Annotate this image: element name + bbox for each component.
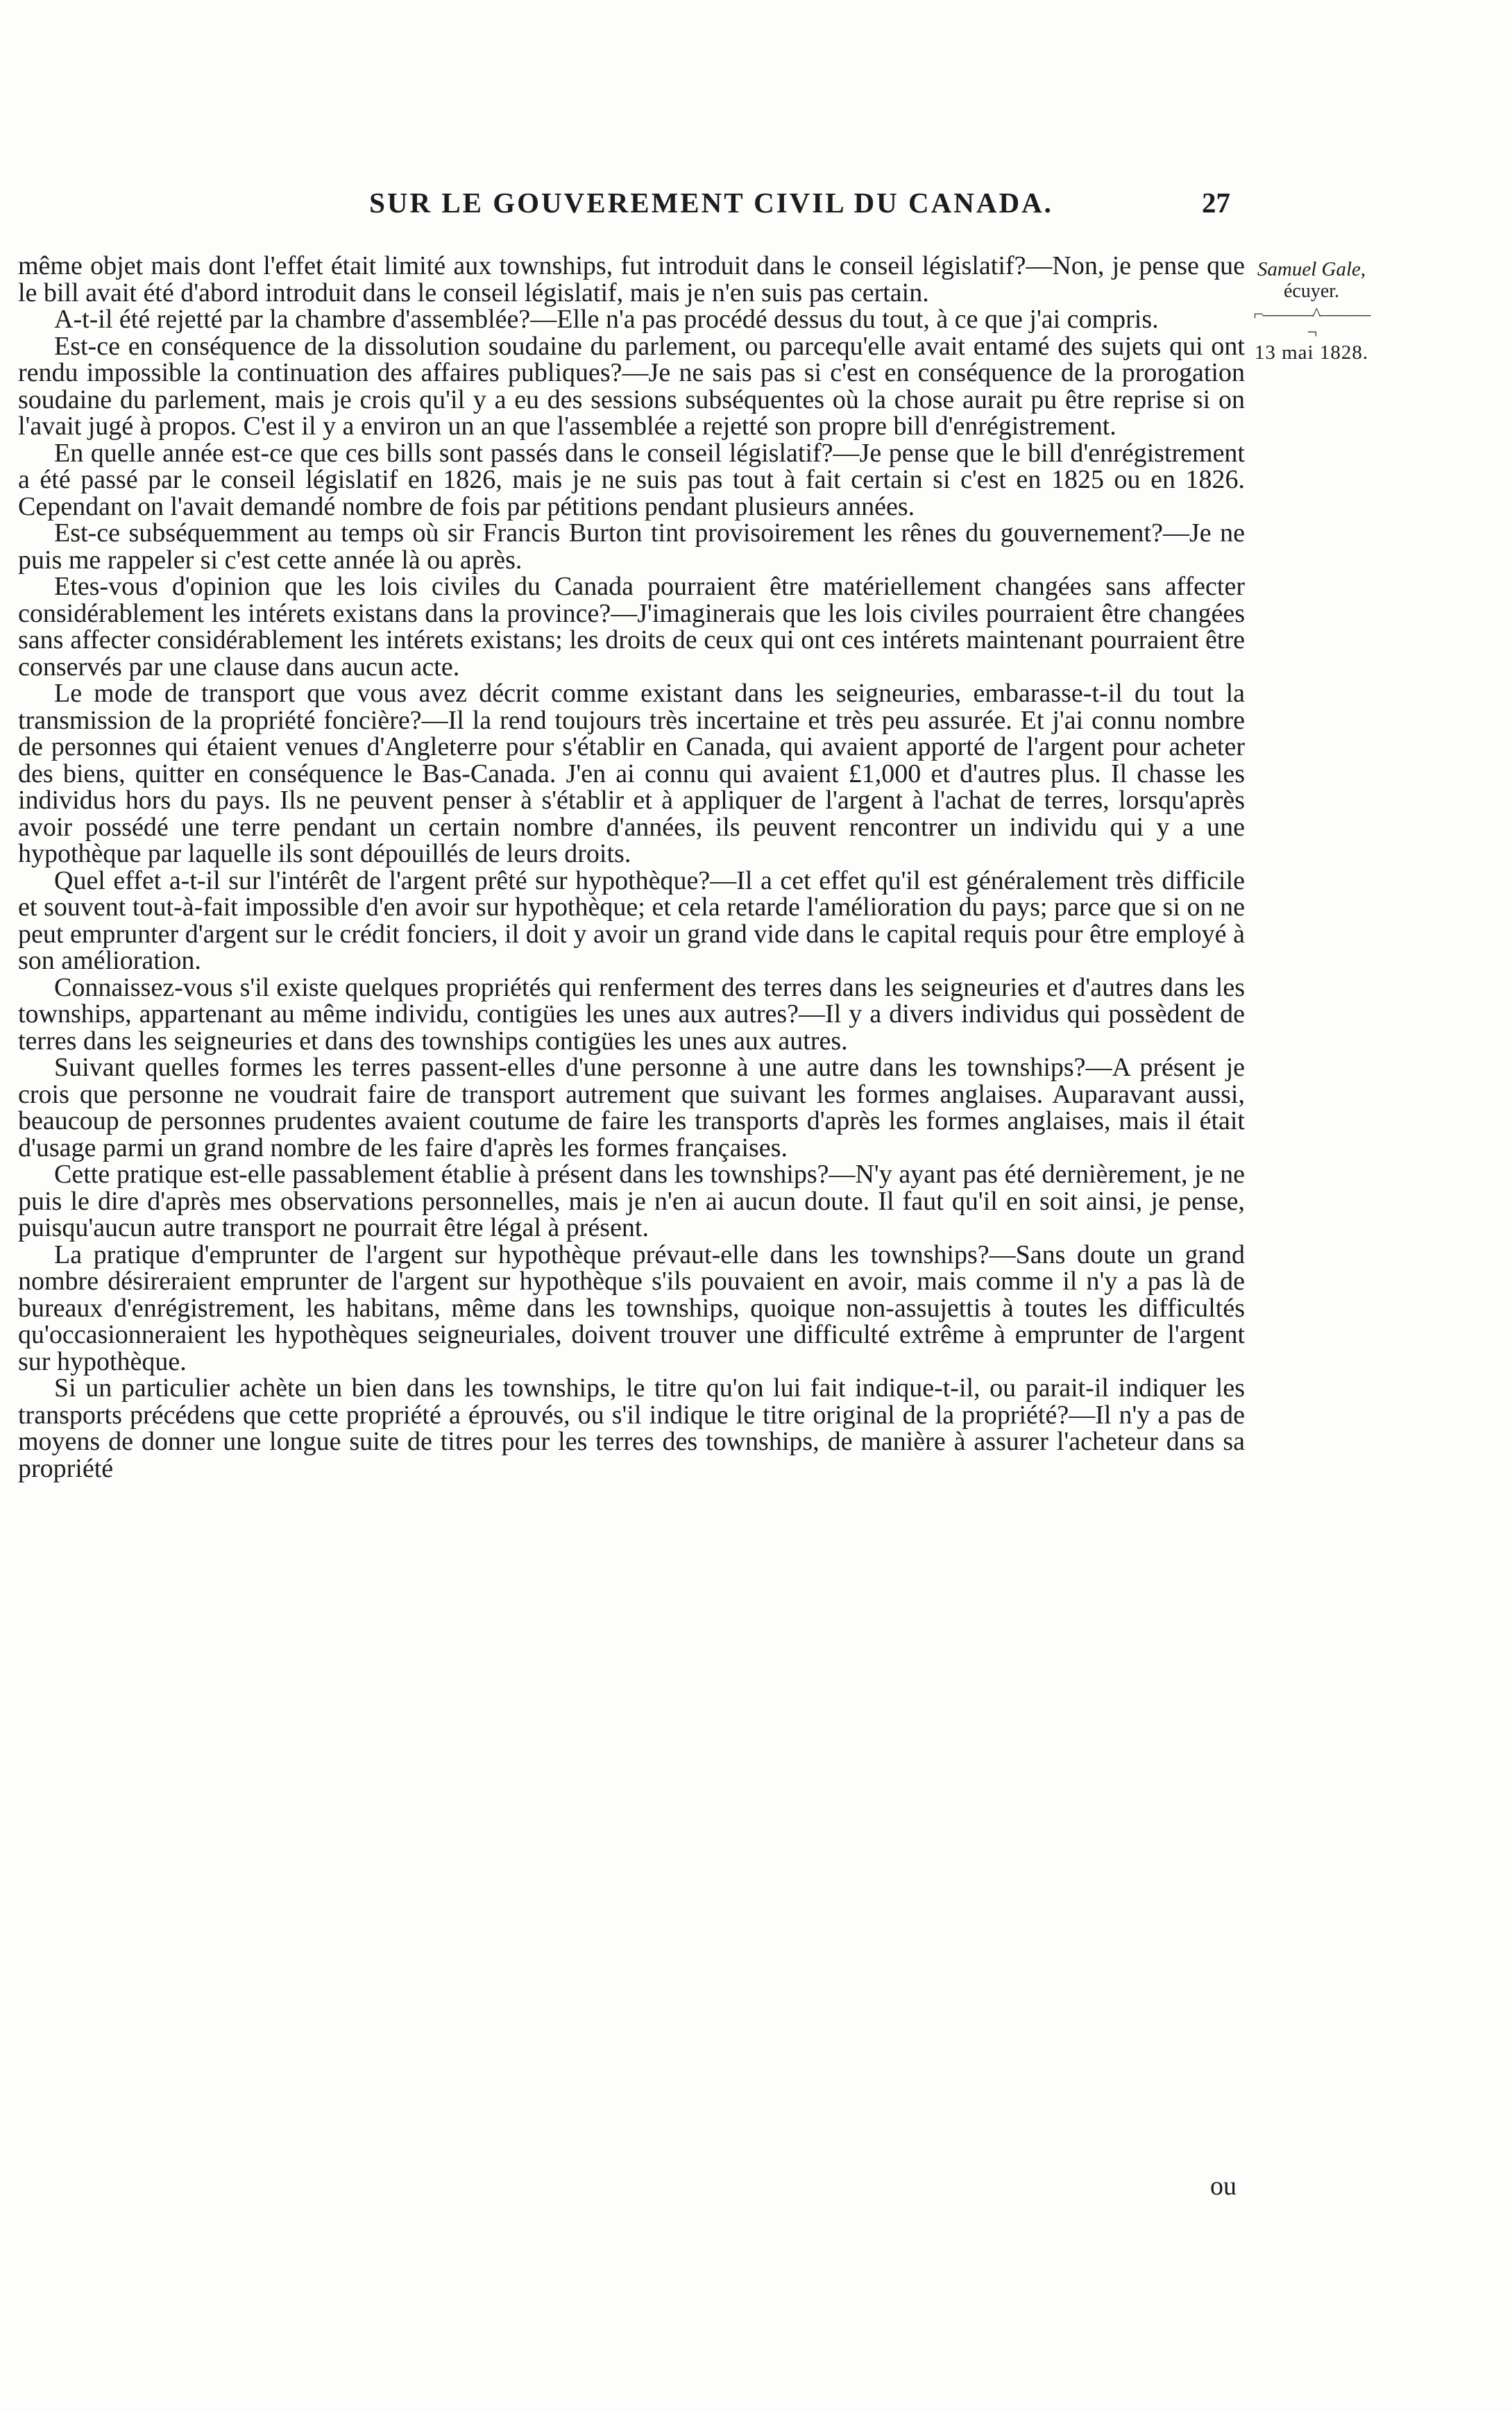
paragraph: Suivant quelles formes les terres passent-elles d'une personne à une autre dans les townships?—A présent je crois que personne ne voudrait faire de transport autrement que suivant les formes anglaises. Auparavant aussi, beaucoup de personnes prudentes avaient coutume de faire les transports d'après les formes anglaises, mais il était d'usage parmi un grand nombre de les faire d'après les formes françaises. — [18, 1053, 1245, 1162]
body-text — [18, 253, 1245, 1482]
paragraph: A-t-il été rejetté par la chambre d'assemblée?—Elle n'a pas procédé dessus du tout, à ce que j'ai compris. — [54, 305, 1159, 334]
paragraph: Cette pratique est-elle passablement établie à présent dans les townships?—N'y ayant pas été dernièrement, je ne puis le dire d'après mes observations personnelles, mais je n'en ai aucun doute. Il faut qu'il en soit ainsi, je pense, puisqu'aucun autre transport ne pourrait être légal à présent. — [18, 1160, 1245, 1242]
catchword: ou — [1210, 2172, 1237, 2201]
brace-ornament: ⌐———^———¬ — [1253, 304, 1370, 342]
paragraph: Etes-vous d'opinion que les lois civiles du Canada pourraient être matériellement changées sans affecter considérablement les intérets existans dans la province?—J'imaginerais que les lois civiles pourraient être changées sans affecter considérablement les intérets existans; les droits de ceux qui ont ces intérets maintenant pourraient être conservés par une clause dans aucun acte. — [18, 572, 1245, 682]
witness-name: Samuel Gale, — [1257, 258, 1366, 280]
paragraph: Est-ce subséquemment au temps où sir Francis Burton tint provisoirement les rênes du gouvernement?—Je ne puis me rappeler si c'est cette année là ou après. — [18, 518, 1245, 575]
paragraph: Le mode de transport que vous avez décrit comme existant dans les seigneuries, embarasse-t-il du tout la transmission de la propriété foncière?—Il la rend toujours très incertaine et très peu assurée. Et j'ai connu nombre de personnes qui étaient venues d'Angleterre pour s'établir en Canada, qui avaient apporté de l'argent pour acheter des biens, quitter en conséquence le Bas-Canada. J'en ai connu qui avaient £1,000 et d'autres plus. Il chasse les individus hors du pays. Ils ne peuvent penser à s'établir et à appliquer de l'argent à l'achat de terres, lorsqu'après avoir possédé une terre pendant un certain nombre d'années, ils peuvent rencontrer un individu qui y a une hypothèque par laquelle ils sont dépouillés de leurs droits. — [18, 679, 1245, 868]
witness-title: écuyer. — [1283, 280, 1340, 302]
paragraph: Quel effet a-t-il sur l'intérêt de l'argent prêté sur hypothèque?—Il a cet effet qu'il est généralement très difficile et souvent tout-à-fait impossible d'en avoir sur hypothèque; et cela retarde l'amélioration du pays; parce que si on ne peut emprunter d'argent sur le crédit fonciers, il doit y avoir un grand vide dans le capital requis pour être employé à son amélioration. — [18, 865, 1245, 975]
paragraph: Est-ce en conséquence de la dissolution soudaine du parlement, ou parcequ'elle avait entamé des sujets qui ont rendu impossible la continuation des affaires publiques?—Je ne sais pas si c'est en conséquence de la prorogation soudaine du parlement, mais je crois qu'il y a eu des sessions subséquentes où la chose aurait pu être reprise si on l'avait jugé à propos. C'est il y a environ un an que l'assemblée a rejetté son propre bill d'enrégistrement. — [18, 331, 1245, 441]
paragraph: même objet mais dont l'effet était limité aux townships, fut introduit dans le conseil législatif?—Non, je pense que le bill avait été d'abord introduit dans le conseil législatif, mais je n'en suis pas certain. — [18, 251, 1245, 307]
running-head: SUR LE GOUVEREMENT CIVIL DU CANADA. — [369, 187, 1053, 219]
paragraph: Si un particulier achète un bien dans les townships, le titre qu'on lui fait indique-t-il, ou parait-il indiquer les transports précédens que cette propriété a éprouvés, ou s'il indique le titre original de la propriété?—Il n'y a pas de moyens de donner une longue suite de titres pour les terres des townships, de manière à assurer l'acheteur dans sa propriété — [18, 1373, 1245, 1483]
paragraph: La pratique d'emprunter de l'argent sur hypothèque prévaut-elle dans les townships?—Sans doute un grand nombre désireraient emprunter de l'argent sur hypothèque s'ils pouvaient en avoir, mais comme il n'y a pas là de bureaux d'enrégistrement, les habitans, même dans les townships, quoique non-assujettis à toutes les difficultés qu'occasionneraient les hypothèques seigneuriales, doivent trouver une difficulté extrême à emprunter de l'argent sur hypothèque. — [18, 1240, 1245, 1376]
paragraph: Connaissez-vous s'il existe quelques propriétés qui renferment des terres dans les seigneuries et d'autres dans les townships, appartenant au même individu, contigües les unes aux autres?—Il y a divers individus qui possèdent de terres dans les seigneuries et dans des townships contigües les unes aux autres. — [18, 972, 1245, 1056]
page-number: 27 — [1202, 187, 1230, 219]
paragraph: En quelle année est-ce que ces bills sont passés dans le conseil législatif?—Je pense que le bill d'enrégistrement a été passé par le conseil législatif en 1826, mais je ne suis pas tout à fait certain si c'est en 1825 ou en 1826. Cependant on l'avait demandé nombre de fois par pétitions pendant plusieurs années. — [18, 438, 1245, 521]
margin-note — [1252, 258, 1370, 364]
testimony-date: 13 mai 1828. — [1254, 341, 1369, 364]
